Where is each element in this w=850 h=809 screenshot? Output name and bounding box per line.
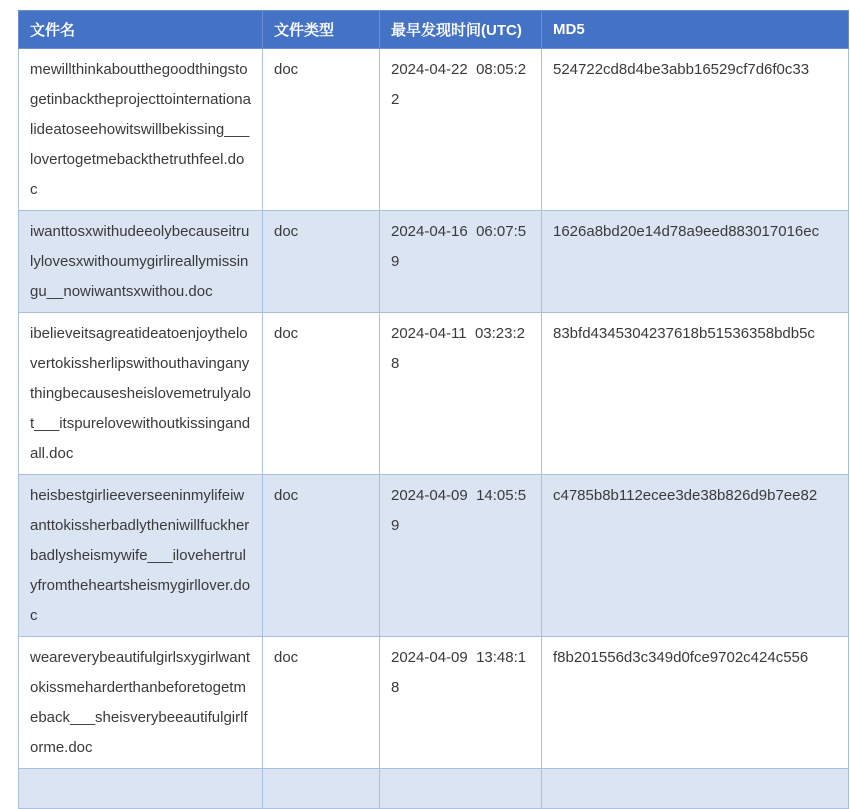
file-intel-table — [18, 10, 849, 809]
column-header-filename: 文件名 — [19, 11, 263, 49]
cell-first-seen: 2024-04-11 03:23:28 — [380, 313, 542, 475]
cell-first-seen: 2024-04-22 08:05:22 — [380, 49, 542, 211]
cell-first-seen: 2024-04-09 13:48:18 — [380, 637, 542, 769]
table-row — [19, 49, 849, 211]
column-header-first-seen: 最早发现时间(UTC) — [380, 11, 542, 49]
table-row-partial — [19, 769, 849, 809]
cell-md5: c4785b8b112ecee3de38b826d9b7ee82 — [542, 475, 849, 637]
column-header-filetype: 文件类型 — [263, 11, 380, 49]
cell-filename: heisbestgirlieeverseeninmylifeiwanttokissherbadlytheniwillfuckherbadlysheismywife___ilovehertrulyfromtheheartsheismygirllover.doc — [19, 475, 263, 637]
cell-filename: iwanttosxwithudeeolybecauseitrulylovesxwithoumygirlireallymissingu__nowiwantsxwithou.doc — [19, 211, 263, 313]
table-header-row — [19, 11, 849, 49]
table-row — [19, 211, 849, 313]
cell-md5: f8b201556d3c349d0fce9702c424c556 — [542, 637, 849, 769]
cell-md5: 83bfd4345304237618b51536358bdb5c — [542, 313, 849, 475]
cell-filetype — [263, 769, 380, 809]
cell-filename: ibelieveitsagreatideatoenjoythelovertokissherlipswithouthavinganythingbecausesheislovemetrulyalot___itspurelovewithoutkissingandall.doc — [19, 313, 263, 475]
cell-md5 — [542, 769, 849, 809]
column-header-md5: MD5 — [542, 11, 849, 49]
table-row — [19, 475, 849, 637]
cell-filetype: doc — [263, 49, 380, 211]
cell-filename: weareverybeautifulgirlsxygirlwantokissmeharderthanbeforetogetmeback___sheisverybeeautifulgirlforme.doc — [19, 637, 263, 769]
cell-filetype: doc — [263, 637, 380, 769]
file-intel-table-container — [18, 10, 848, 809]
cell-filetype: doc — [263, 211, 380, 313]
cell-first-seen: 2024-04-16 06:07:59 — [380, 211, 542, 313]
cell-filetype: doc — [263, 475, 380, 637]
cell-md5: 524722cd8d4be3abb16529cf7d6f0c33 — [542, 49, 849, 211]
cell-first-seen — [380, 769, 542, 809]
table-row — [19, 637, 849, 769]
cell-filename — [19, 769, 263, 809]
cell-filetype: doc — [263, 313, 380, 475]
cell-first-seen: 2024-04-09 14:05:59 — [380, 475, 542, 637]
cell-filename: mewillthinkaboutthegoodthingstogetinbacktheprojecttointernationalideatoseehowitswillbekissing___lovertogetmebackthetruthfeel.doc — [19, 49, 263, 211]
cell-md5: 1626a8bd20e14d78a9eed883017016ec — [542, 211, 849, 313]
table-row — [19, 313, 849, 475]
